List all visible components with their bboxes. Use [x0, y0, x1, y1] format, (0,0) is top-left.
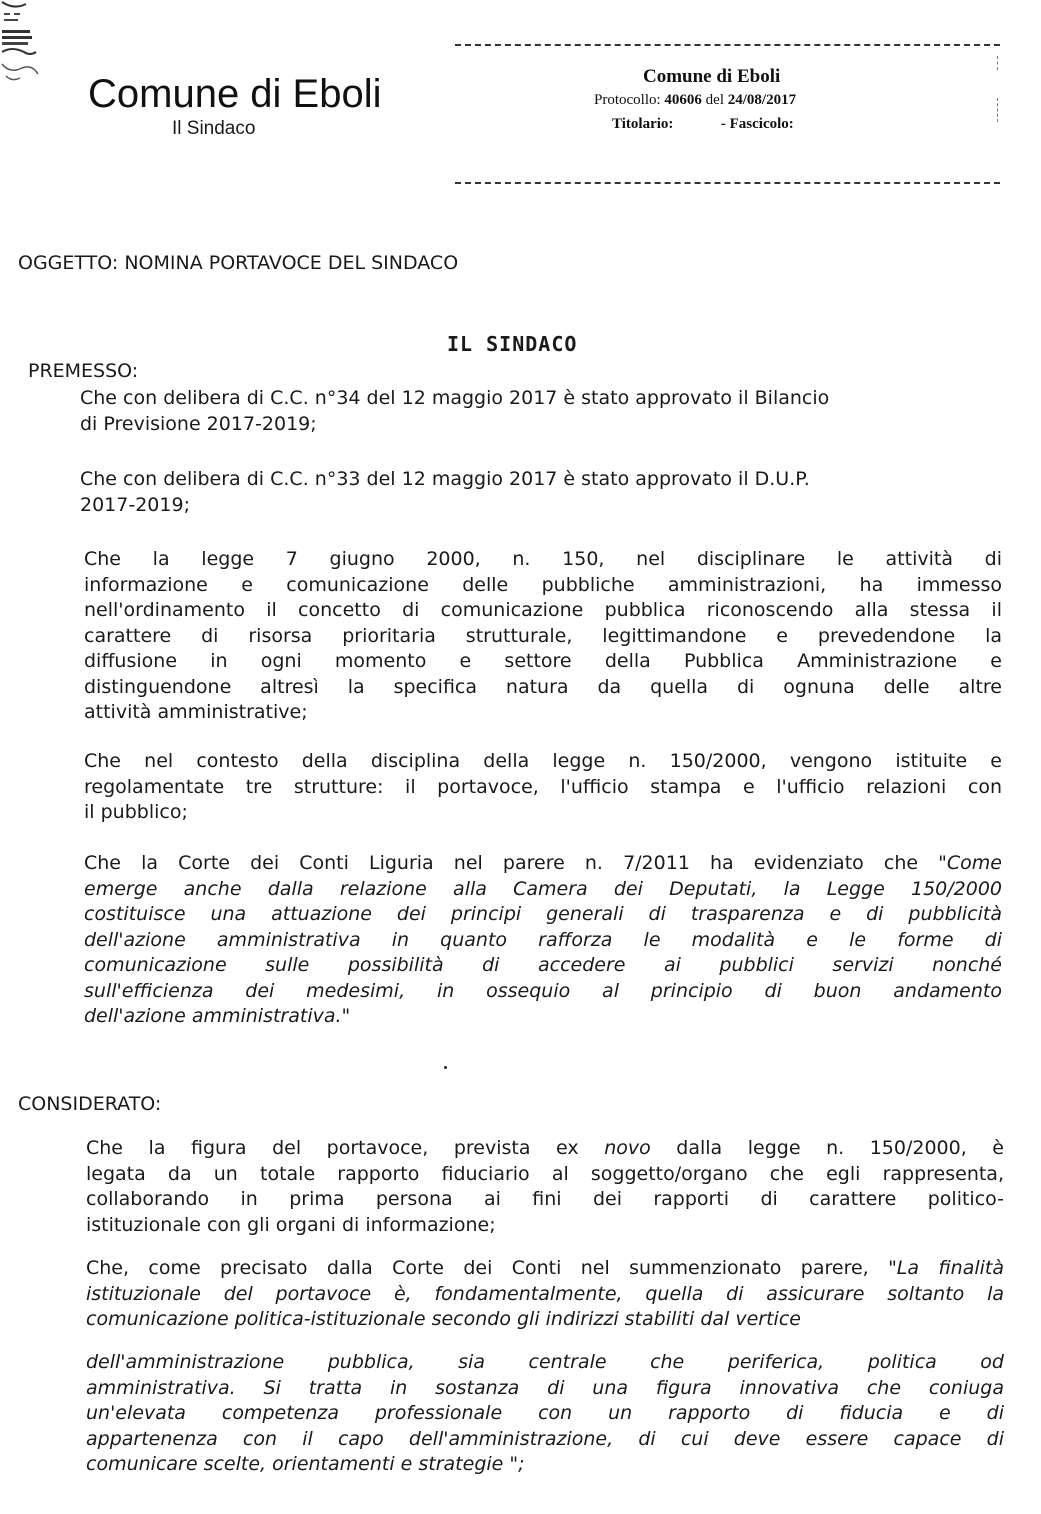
text-line: Che la legge 7 giugno 2000, n. 150, nel disciplinare le attività di: [84, 548, 1002, 570]
text-line: 2017-2019;: [80, 493, 190, 516]
fascicolo-label: - Fascicolo:: [720, 116, 794, 132]
text-line: Che con delibera di C.C. n°33 del 12 maggio 2017 è stato approvato il D.U.P.: [80, 468, 810, 490]
text-line: emerge anche dalla relazione alla Camera dei Deputati, la Legge 150/2000: [84, 877, 1002, 900]
premesso-paragraph-4: [84, 749, 1002, 826]
text-line: dell'azione amministrativa in quanto rafforza le modalità e le forme di: [84, 928, 1002, 951]
text-line: dell'azione amministrativa.": [84, 1005, 351, 1027]
text-line: istituzionale con gli organi di informazione;: [86, 1213, 496, 1236]
text-segment: Che la Corte dei Conti Liguria nel parere n. 7/2011 ha evidenziato che: [84, 852, 939, 874]
text-line: Che con delibera di C.C. n°34 del 12 maggio 2017 è stato approvato il Bilancio: [80, 387, 830, 409]
considerato-paragraph-1: [86, 1136, 1004, 1238]
text-line: [86, 1136, 1004, 1162]
document-heading: IL SINDACO: [447, 332, 578, 356]
premesso-paragraph-3: [84, 547, 1002, 726]
premesso-paragraph-1: [80, 386, 960, 437]
text-line: di Previsione 2017-2019;: [80, 412, 317, 435]
text-line: [84, 851, 1002, 877]
protocol-date: 24/08/2017: [727, 92, 797, 108]
stamp-protocol: [594, 92, 796, 109]
municipal-crest-icon: [0, 0, 46, 96]
premesso-paragraph-2: [80, 467, 960, 518]
text-line: legata da un totale rapporto fiduciario al soggetto/organo che egli rappresenta,: [86, 1162, 1004, 1185]
organization-name: Comune di Eboli: [88, 72, 382, 116]
text-line: carattere di risorsa prioritaria strutturale, legittimandone e prevedendone la: [84, 624, 1002, 647]
text-line: diffusione in ogni momento e settore della Pubblica Amministrazione e: [84, 650, 1002, 672]
considerato-paragraph-2: [86, 1256, 1004, 1333]
organization-subtitle: Il Sindaco: [172, 118, 256, 139]
premesso-paragraph-5: [84, 851, 1002, 1030]
text-line: collaborando in prima persona ai fini dei rapporti di carattere politico-: [86, 1188, 1004, 1210]
text-line: sull'efficienza dei medesimi, in ossequio al principio di buon andamento: [84, 979, 1002, 1002]
section-label-premesso: PREMESSO:: [28, 360, 139, 382]
text-segment: dalla legge n. 150/2000, è: [650, 1137, 1004, 1159]
text-line: attività amministrative;: [84, 701, 308, 723]
text-line: comunicazione politica-istituzionale secondo gli indirizzi stabiliti dal vertice: [86, 1308, 801, 1330]
stamp-border-top: [455, 44, 1000, 46]
stamp-border-bottom: [455, 182, 1000, 184]
titolario-label: Titolario:: [612, 116, 674, 132]
protocol-label: Protocollo:: [594, 92, 661, 108]
text-line: un'elevata competenza professionale con un rapporto di fiducia e di: [86, 1402, 1004, 1424]
text-line: informazione e comunicazione delle pubbliche amministrazioni, ha immesso: [84, 573, 1002, 596]
text-line: il pubblico;: [84, 801, 188, 823]
text-line: appartenenza con il capo dell'amministrazione, di cui deve essere capace di: [86, 1427, 1004, 1450]
stamp-border-right: [997, 56, 998, 70]
text-line: [86, 1256, 1004, 1282]
section-label-considerato: CONSIDERATO:: [18, 1093, 162, 1115]
stamp-border-right-2: [997, 98, 998, 122]
date-label: del: [705, 92, 724, 108]
text-line: comunicazione sulle possibilità di accedere ai pubblici servizi nonché: [84, 954, 1002, 976]
protocol-number: 40606: [664, 92, 702, 108]
stamp-classification: [612, 116, 794, 133]
text-line: regolamentate tre strutture: il portavoce, l'ufficio stampa e l'ufficio relazioni con: [84, 775, 1002, 798]
text-segment: Che la figura del portavoce, prevista ex: [86, 1137, 605, 1159]
text-line: costituisce una attuazione dei principi generali di trasparenza e di pubblicità: [84, 903, 1002, 925]
emphasis-segment: novo: [604, 1137, 651, 1159]
text-line: Che nel contesto della disciplina della legge n. 150/2000, vengono istituite e: [84, 750, 1002, 772]
text-line: amministrativa. Si tratta in sostanza di una figura innovativa che coniuga: [86, 1376, 1004, 1399]
text-line: nell'ordinamento il concetto di comunicazione pubblica riconoscendo alla stessa il: [84, 599, 1002, 621]
text-line: distinguendone altresì la specifica natura da quella di ognuna delle altre: [84, 675, 1002, 698]
text-line: comunicare scelte, orientamenti e strategie ";: [86, 1453, 525, 1475]
stamp-title: Comune di Eboli: [643, 66, 781, 87]
stray-mark: [444, 1066, 447, 1069]
quote-segment: "La finalità: [888, 1257, 1004, 1279]
text-segment: Che, come precisato dalla Corte dei Conti nel summenzionato parere,: [86, 1257, 889, 1279]
document-subject: OGGETTO: NOMINA PORTAVOCE DEL SINDACO: [18, 252, 459, 274]
text-line: dell'amministrazione pubblica, sia centrale che periferica, politica od: [86, 1351, 1004, 1373]
text-line: istituzionale del portavoce è, fondamentalmente, quella di assicurare soltanto la: [86, 1282, 1004, 1305]
quote-segment: "Come: [938, 852, 1002, 874]
considerato-paragraph-3: [86, 1350, 1004, 1478]
